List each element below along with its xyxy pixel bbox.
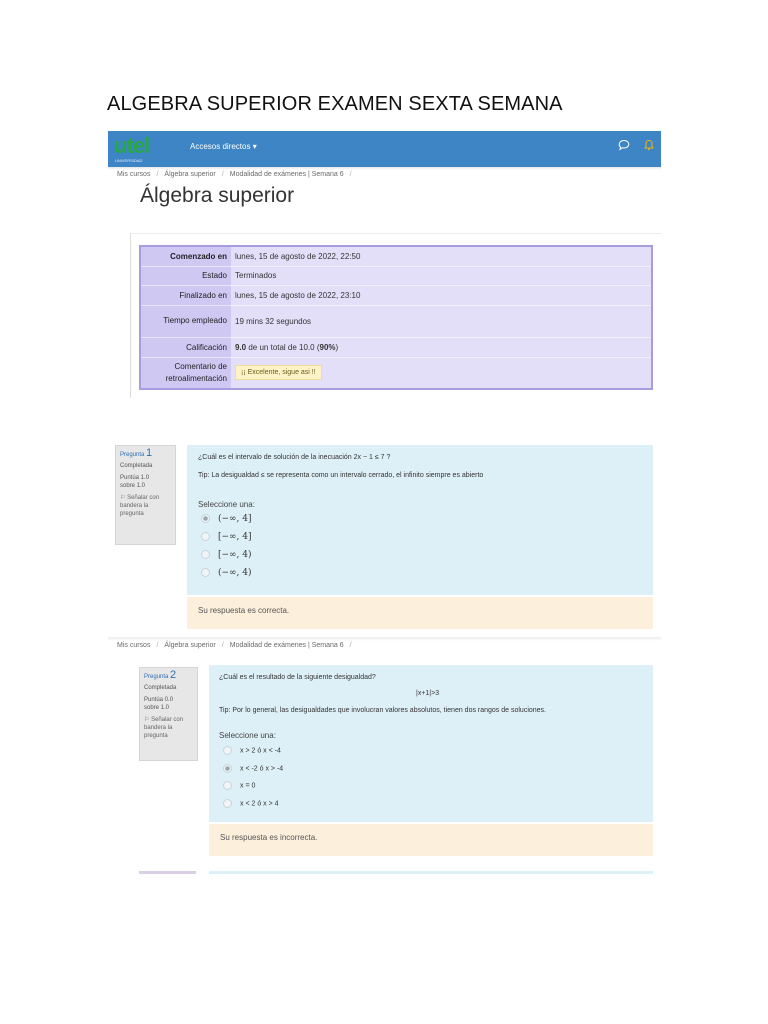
summary-label: Comenzado en [140, 246, 231, 266]
radio-button[interactable] [201, 514, 210, 523]
radio-button[interactable] [201, 532, 210, 541]
question-info-1 [115, 445, 176, 545]
logo-subtitle: UNIVERSIDAD [115, 158, 143, 163]
option-label: (−∞, 4) [218, 568, 252, 578]
answer-feedback-2 [209, 824, 653, 856]
shortcuts-label: Accesos directos [190, 142, 251, 151]
question-status: Completada [144, 685, 177, 691]
summary-value: lunes, 15 de agosto de 2022, 23:10 [231, 285, 652, 305]
question-label: Pregunta [120, 452, 145, 458]
summary-label: Comentario de retroalimentación [140, 357, 231, 389]
option-label: x < -2 ó x > -4 [240, 765, 284, 773]
option-label: (−∞, 4] [218, 514, 252, 524]
question-label: Pregunta [144, 674, 169, 680]
summary-row-feedback [140, 357, 652, 389]
answer-option[interactable] [223, 799, 279, 808]
summary-value: Terminados [231, 266, 652, 285]
summary-value [231, 357, 652, 389]
breadcrumb: Mis cursos / Álgebra superior / Modalidad de exámenes | Semana 6 / [117, 642, 352, 649]
answer-option[interactable] [223, 764, 283, 773]
answer-feedback-1 [187, 597, 653, 629]
radio-button[interactable] [223, 781, 232, 790]
question-equation: |x+1|>3 [416, 690, 440, 697]
question-number: 2 [170, 669, 177, 681]
summary-row-time [140, 305, 652, 337]
page-title: Álgebra superior [140, 184, 295, 207]
breadcrumb-item-my-courses[interactable]: Mis cursos [117, 171, 151, 178]
summary-row-finished [140, 285, 652, 305]
flag-icon: ⚐ [144, 717, 150, 723]
attempt-summary-table [139, 245, 653, 390]
question-prompt: ¿Cuál es el intervalo de solución de la inecuación 2x − 1 ≤ 7 ? [198, 454, 391, 461]
question-info-2 [139, 667, 198, 761]
summary-value: 19 mins 32 segundos [231, 305, 652, 337]
question-content-2 [209, 665, 653, 822]
breadcrumb-item-exam[interactable]: Modalidad de exámenes | Semana 6 [229, 642, 344, 649]
question-tip: Tip: Por lo general, las desigualdades que involucran valores absolutos, tienen dos rangos de soluciones. [219, 707, 547, 714]
flag-question-link[interactable] [144, 716, 194, 740]
question-status: Completada [120, 463, 153, 469]
breadcrumb-item-exam[interactable]: Modalidad de exámenes | Semana 6 [229, 171, 344, 178]
summary-row-grade [140, 337, 652, 357]
feedback-text: Su respuesta es correcta. [198, 606, 290, 615]
navbar-shadow [108, 167, 661, 170]
answer-option[interactable] [201, 532, 252, 542]
feedback-text: Su respuesta es incorrecta. [220, 833, 318, 842]
summary-value [231, 337, 652, 357]
grade-total: de un total de 10.0 ( [246, 342, 320, 352]
flag-label: Señalar con bandera la pregunta [144, 717, 184, 739]
question-score: Puntúa 0.0 sobre 1.0 [144, 697, 174, 711]
grade-value: 9.0 [235, 342, 247, 352]
question-number: 1 [146, 447, 153, 459]
flag-question-link[interactable] [120, 494, 170, 518]
radio-button[interactable] [223, 799, 232, 808]
next-question-info-edge [139, 871, 196, 874]
question-tip: Tip: La desigualdad ≤ se representa como un intervalo cerrado, el infinito siempre es abierto [198, 472, 484, 479]
option-label: x < 2 ó x > 4 [240, 800, 279, 808]
bell-icon[interactable] [644, 139, 654, 154]
breadcrumb: Mis cursos / Álgebra superior / Modalidad de exámenes | Semana 6 / [117, 171, 352, 178]
grade-percent: 90% [319, 342, 336, 352]
breadcrumb-item-my-courses[interactable]: Mis cursos [117, 642, 151, 649]
section-divider [108, 637, 661, 641]
utel-logo[interactable]: utel [114, 133, 150, 158]
next-question-content-edge [209, 871, 653, 874]
select-one-label: Seleccione una: [219, 731, 276, 740]
radio-button[interactable] [223, 764, 232, 773]
flag-label: Señalar con bandera la pregunta [120, 495, 160, 517]
summary-label: Calificación [140, 337, 231, 357]
feedback-pill: ¡¡ Excelente, sigue asi !! [235, 365, 322, 380]
radio-button[interactable] [201, 568, 210, 577]
radio-button[interactable] [223, 746, 232, 755]
answer-option[interactable] [223, 781, 255, 790]
question-score: Puntúa 1.0 sobre 1.0 [120, 475, 150, 489]
option-label: x = 0 [240, 782, 256, 790]
document-title: ALGEBRA SUPERIOR EXAMEN SEXTA SEMANA [107, 93, 563, 115]
summary-label: Finalizado en [140, 285, 231, 305]
answer-option[interactable] [223, 746, 281, 755]
chevron-down-icon: ▾ [252, 142, 257, 151]
breadcrumb-item-course[interactable]: Álgebra superior [164, 642, 216, 649]
top-navbar [108, 131, 661, 167]
option-label: [−∞, 4) [218, 550, 252, 560]
shortcuts-menu[interactable] [190, 142, 257, 151]
question-content-1 [187, 445, 653, 595]
summary-row-started [140, 246, 652, 266]
grade-close: ) [335, 342, 339, 352]
summary-value: lunes, 15 de agosto de 2022, 22:50 [231, 246, 652, 266]
select-one-label: Seleccione una: [198, 500, 255, 509]
summary-label: Tiempo empleado [140, 305, 231, 337]
option-label: x > 2 ó x < -4 [240, 747, 281, 755]
speech-bubble-icon[interactable] [618, 139, 630, 154]
radio-button[interactable] [201, 550, 210, 559]
summary-label: Estado [140, 266, 231, 285]
answer-option[interactable] [201, 514, 252, 524]
answer-option[interactable] [201, 568, 252, 578]
answer-option[interactable] [201, 550, 252, 560]
flag-icon: ⚐ [120, 495, 126, 501]
breadcrumb-item-course[interactable]: Álgebra superior [164, 171, 216, 178]
question-prompt: ¿Cuál es el resultado de la siguiente desigualdad? [219, 674, 376, 681]
option-label: [−∞, 4] [218, 532, 252, 542]
summary-row-state [140, 266, 652, 285]
